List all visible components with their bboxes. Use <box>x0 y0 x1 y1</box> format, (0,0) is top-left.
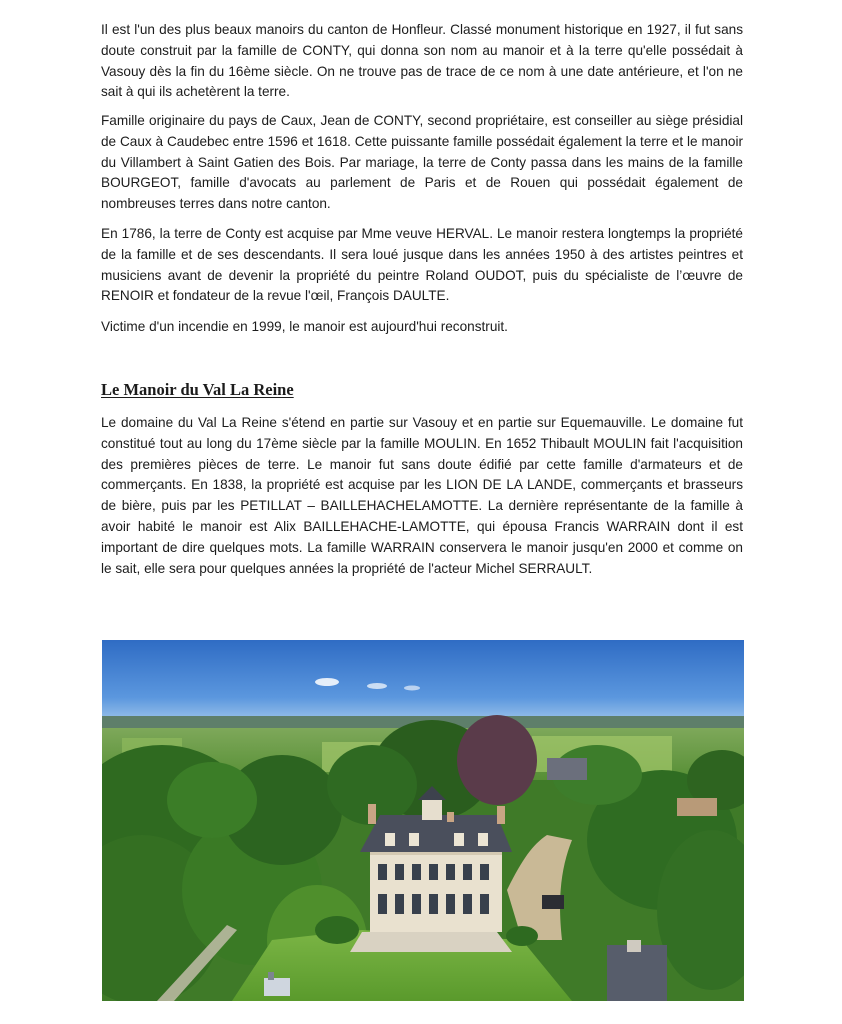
section-title: Le Manoir du Val La Reine <box>101 380 294 399</box>
paragraph-intro-3: En 1786, la terre de Conty est acquise par Mme veuve HERVAL. Le manoir restera longtemps la propriété de la famille et de ses descendants. Il sera loué jusque dans les années 1950 à des artistes peintres et musiciens avant de devenir la propriété du peintre Roland OUDOT, puis du spécialiste de l’œuvre de RENOIR et fondateur de la revue l'œil, François DAULTE. <box>101 226 743 304</box>
paragraph-intro-4: Victime d'un incendie en 1999, le manoir est aujourd'hui reconstruit. <box>101 319 508 334</box>
section-paragraph: Le domaine du Val La Reine s'étend en partie sur Vasouy et en partie sur Equemauville. Le domaine fut constitué tout au long du 17ème siècle par la famille MOULIN. En 1652 Thibault MOULIN fait l'acquisition des premières pièces de terre. Le manoir fut sans doute édifié par cette famille d'armateurs et de commerçants. En 1838, la propriété est acquise par les LION DE LA LANDE, commerçants et brasseurs de bière, puis par les PETILLAT – BAILLEHACHELAMOTTE. La dernière représentante de la famille à avoir habité le manoir est Alix BAILLEHACHE-LAMOTTE, qui épousa Francis WARRAIN dont il est important de dire quelques mots. La famille WARRAIN conservera le manoir jusqu'en 2000 et comme on le sait, elle sera pour quelques années la propriété de l'acteur Michel SERRAULT. <box>101 415 743 576</box>
manor-aerial-photo <box>102 640 744 1001</box>
paragraph-intro-2: Famille originaire du pays de Caux, Jean de CONTY, second propriétaire, est conseiller au siège présidial de Caux à Caudebec entre 1596 et 1618. Cette puissante famille possédait également la terre et le manoir du Villambert à Saint Gatien des Bois. Par mariage, la terre de Conty passa dans les mains de la famille BOURGEOT, famille d'avocats au parlement de Paris et de Rouen qui possédait également de nombreuses terres dans notre canton. <box>101 113 743 212</box>
paragraph-intro-1: Il est l'un des plus beaux manoirs du canton de Honfleur. Classé monument historique en 1927, il fut sans doute construit par la famille de CONTY, qui donna son nom au manoir et à la terre qu'elle possédait à Vasouy dès la fin du 16ème siècle. On ne trouve pas de trace de ce nom à une date antérieure, et l'on ne sait à qui ils achetèrent la terre. <box>101 22 743 100</box>
